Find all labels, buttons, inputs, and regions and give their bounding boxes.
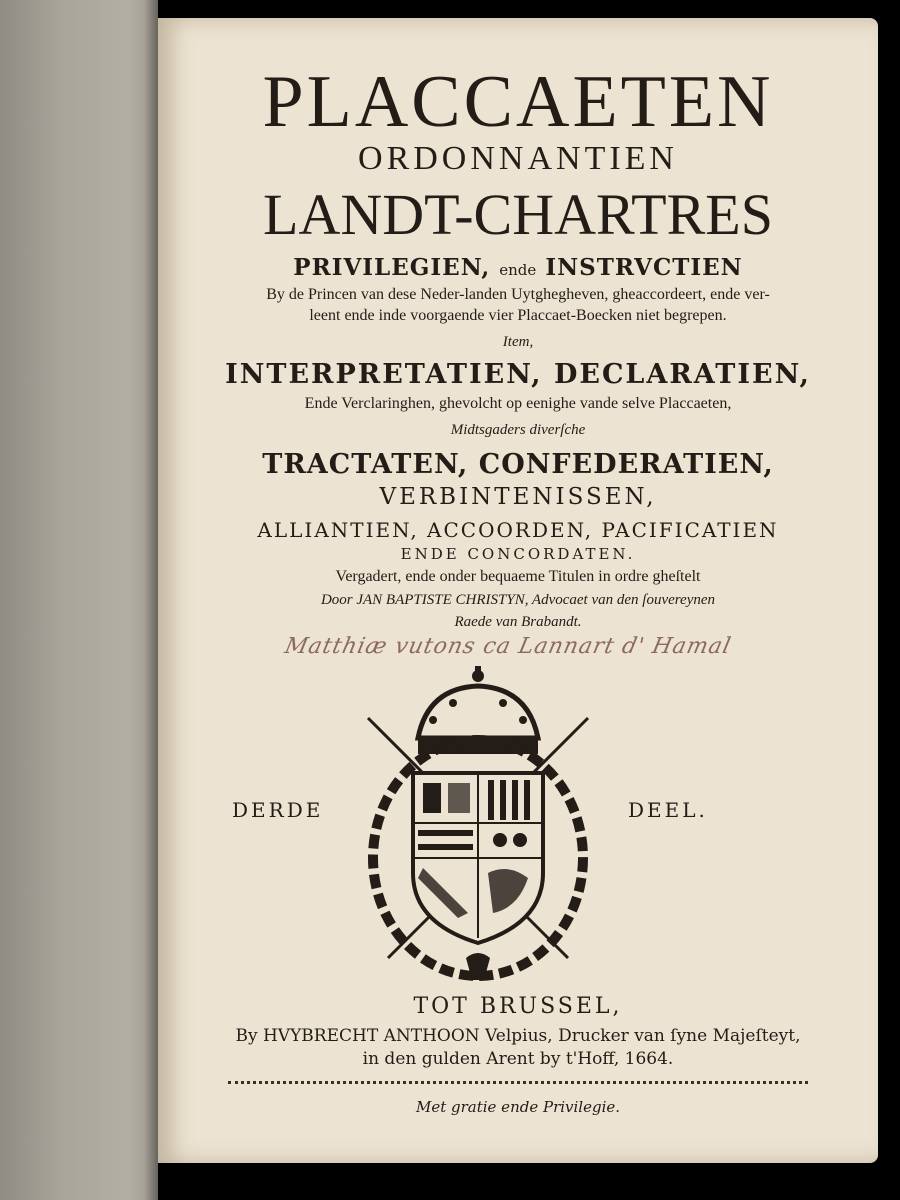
interpretatien-line: INTERPRETATIEN, DECLARATIEN,: [225, 359, 811, 390]
title-line-landt-chartres: LANDT-CHARTRES: [263, 182, 773, 247]
privilegien-word: PRIVILEGIEN,: [293, 254, 491, 281]
coat-of-arms-emblem: [348, 658, 608, 988]
ornamental-rule: [228, 1081, 808, 1084]
verbintenissen-line: VERBINTENISSEN,: [379, 484, 657, 510]
volume-label-left: DERDE: [232, 798, 324, 822]
alliantien-line: ALLIANTIEN, ACCOORDEN, PACIFICATIEN: [257, 518, 779, 542]
imprint-address-date: in den gulden Arent by t'Hoff, 1664.: [362, 1049, 674, 1069]
author-line-2: Raede van Brabandt.: [454, 614, 582, 630]
title-page: [158, 18, 878, 1163]
volume-label-right: DEEL.: [628, 798, 708, 822]
facing-page: [0, 0, 158, 1200]
imprint-printer: By HVYBRECHT ANTHOON Velpius, Drucker van ſyne Majeſteyt,: [235, 1026, 801, 1046]
subtitle-line-2: leent ende inde voorgaende vier Placcaet-Boecken niet begrepen.: [309, 307, 727, 324]
midtsgaders-line: Midtsgaders diverſche: [450, 422, 586, 438]
concordaten-line: ENDE CONCORDATEN.: [400, 545, 636, 563]
ende-word: ende: [499, 261, 537, 279]
privilege-line: Met gratie ende Privilegie.: [415, 1098, 621, 1116]
item-label: Item,: [502, 334, 534, 350]
subtitle-line-1: By de Princen van dese Neder-landen Uytghegheven, gheaccordeert, ende ver-: [266, 286, 770, 303]
author-line: Door JAN BAPTISTE CHRISTYN, Advocaet van den ſouvereynen: [320, 592, 716, 608]
title-line-ordonnantien: ORDONNANTIEN: [358, 140, 678, 177]
imprint-place: TOT BRUSSEL,: [413, 994, 623, 1019]
tractaten-line: TRACTATEN, CONFEDERATIEN,: [262, 449, 774, 480]
instructien-word: INSTRVCTIEN: [545, 254, 743, 281]
verclaringhen-line: Ende Verclaringhen, ghevolcht op eenighe vande selve Placcaeten,: [304, 395, 732, 412]
title-line-privilegien: [158, 254, 878, 281]
handwritten-inscription: Matthiæ vutons ca Lannart d' Hamal: [282, 634, 734, 659]
vergadert-line: Vergadert, ende onder bequaeme Titulen in ordre gheſtelt: [335, 568, 701, 585]
title-line-placcaeten: PLACCAETEN: [262, 61, 774, 143]
